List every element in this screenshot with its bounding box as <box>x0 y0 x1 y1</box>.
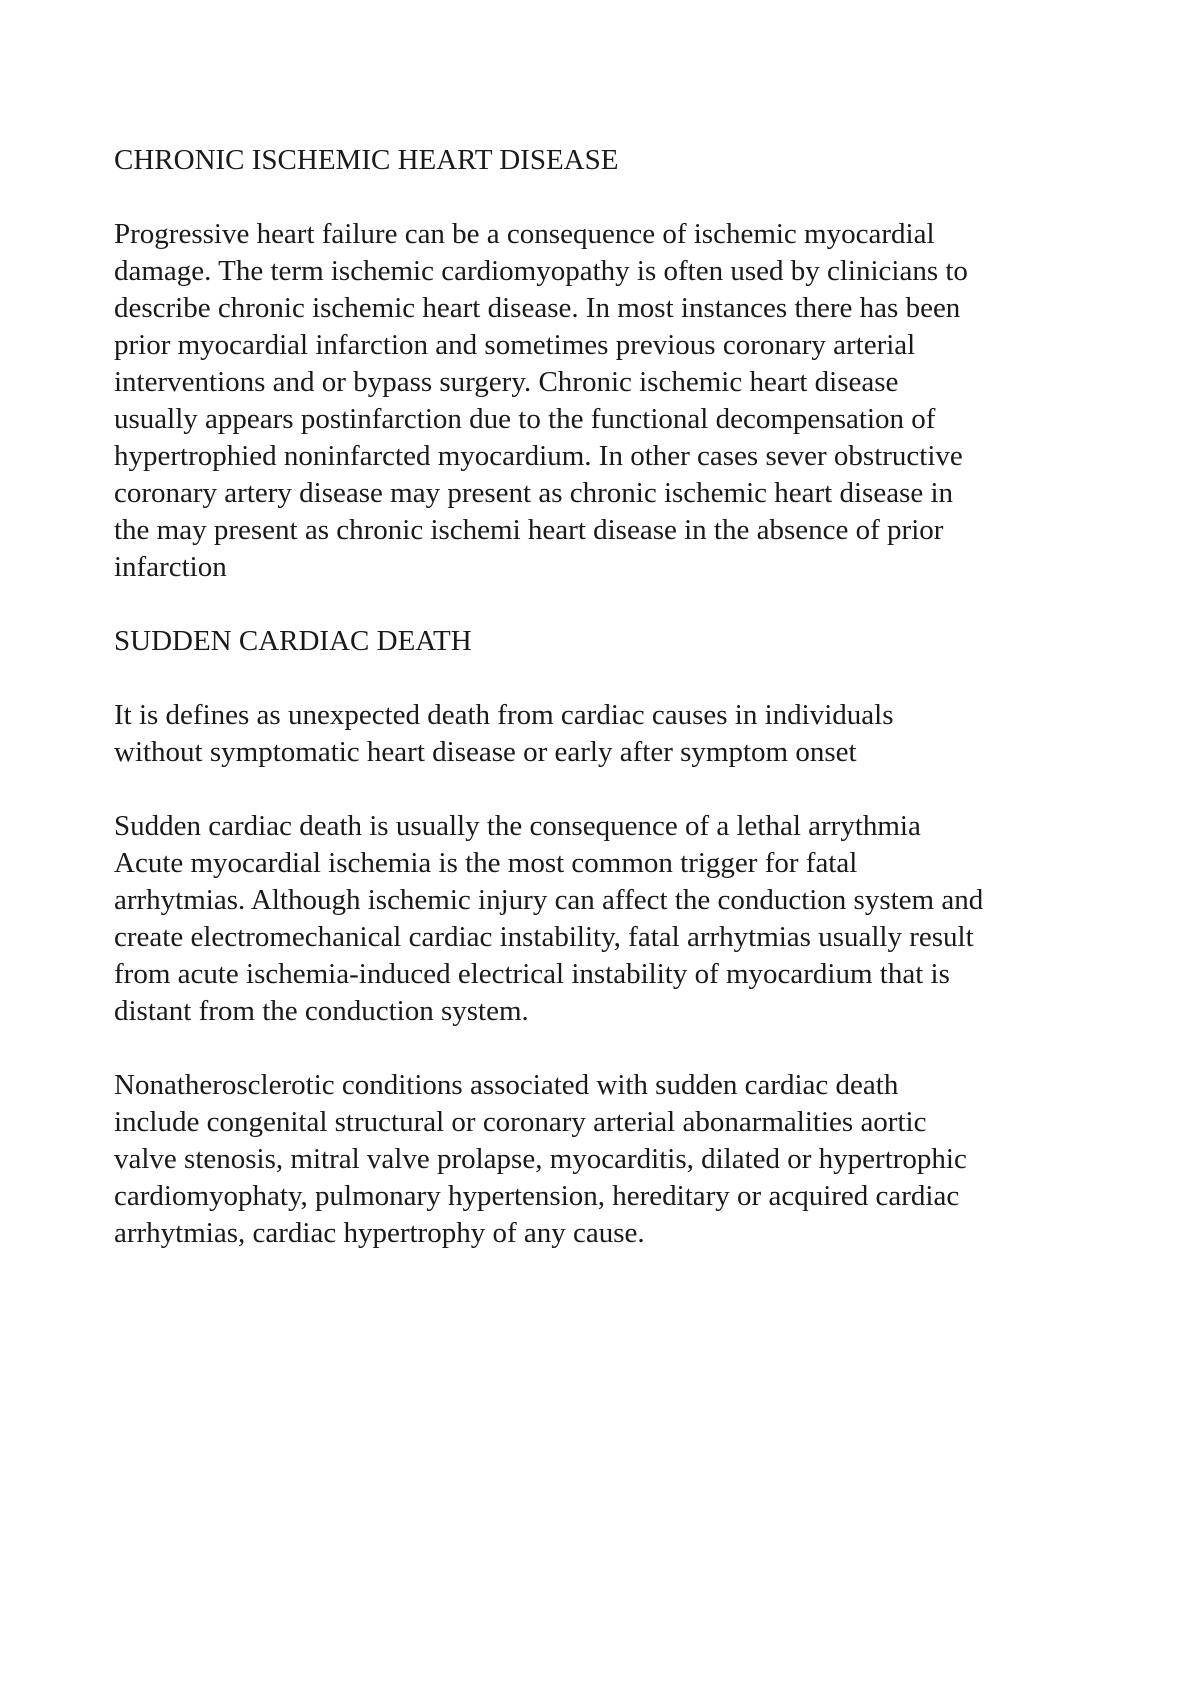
text-line: the may present as chronic ischemi heart disease in the absence of prior <box>114 514 944 546</box>
text-line: Nonatherosclerotic conditions associated with sudden cardiac death <box>114 1069 899 1101</box>
text-line: arrhytmias. Although ischemic injury can affect the conduction system and <box>114 884 984 916</box>
text-line: describe chronic ischemic heart disease. In most instances there has been <box>114 292 961 324</box>
section-heading: SUDDEN CARDIAC DEATH <box>114 625 472 657</box>
text-line: prior myocardial infarction and sometimes previous coronary arterial <box>114 329 916 361</box>
document-body <box>114 142 1114 1289</box>
text-line: include congenital structural or coronary arterial abonarmalities aortic <box>114 1106 927 1138</box>
text-line: coronary artery disease may present as chronic ischemic heart disease in <box>114 477 954 509</box>
text-line: Progressive heart failure can be a consequence of ischemic myocardial <box>114 218 935 250</box>
text-line: valve stenosis, mitral valve prolapse, myocarditis, dilated or hypertrophic <box>114 1143 967 1175</box>
text-line: arrhytmias, cardiac hypertrophy of any cause. <box>114 1217 645 1249</box>
text-line: distant from the conduction system. <box>114 995 529 1027</box>
text-line: hypertrophied noninfarcted myocardium. In other cases sever obstructive <box>114 440 963 472</box>
text-line: It is defines as unexpected death from cardiac causes in individuals <box>114 699 894 731</box>
text-line: interventions and or bypass surgery. Chronic ischemic heart disease <box>114 366 899 398</box>
paragraph <box>114 1067 1114 1252</box>
text-line: infarction <box>114 551 227 583</box>
text-line: create electromechanical cardiac instability, fatal arrhytmias usually result <box>114 921 974 953</box>
section-heading: CHRONIC ISCHEMIC HEART DISEASE <box>114 144 619 176</box>
text-line: usually appears postinfarction due to the functional decompensation of <box>114 403 936 435</box>
section-sudden-cardiac-death <box>114 623 1114 1252</box>
paragraph <box>114 808 1114 1030</box>
paragraph <box>114 697 1114 771</box>
text-line: without symptomatic heart disease or early after symptom onset <box>114 736 857 768</box>
text-line: Sudden cardiac death is usually the consequence of a lethal arrythmia <box>114 810 921 842</box>
paragraph <box>114 216 1114 586</box>
text-line: from acute ischemia-induced electrical instability of myocardium that is <box>114 958 950 990</box>
section-chronic-ischemic-heart-disease <box>114 142 1114 586</box>
text-line: damage. The term ischemic cardiomyopathy is often used by clinicians to <box>114 255 968 287</box>
text-line: cardiomyophaty, pulmonary hypertension, hereditary or acquired cardiac <box>114 1180 960 1212</box>
text-line: Acute myocardial ischemia is the most common trigger for fatal <box>114 847 858 879</box>
